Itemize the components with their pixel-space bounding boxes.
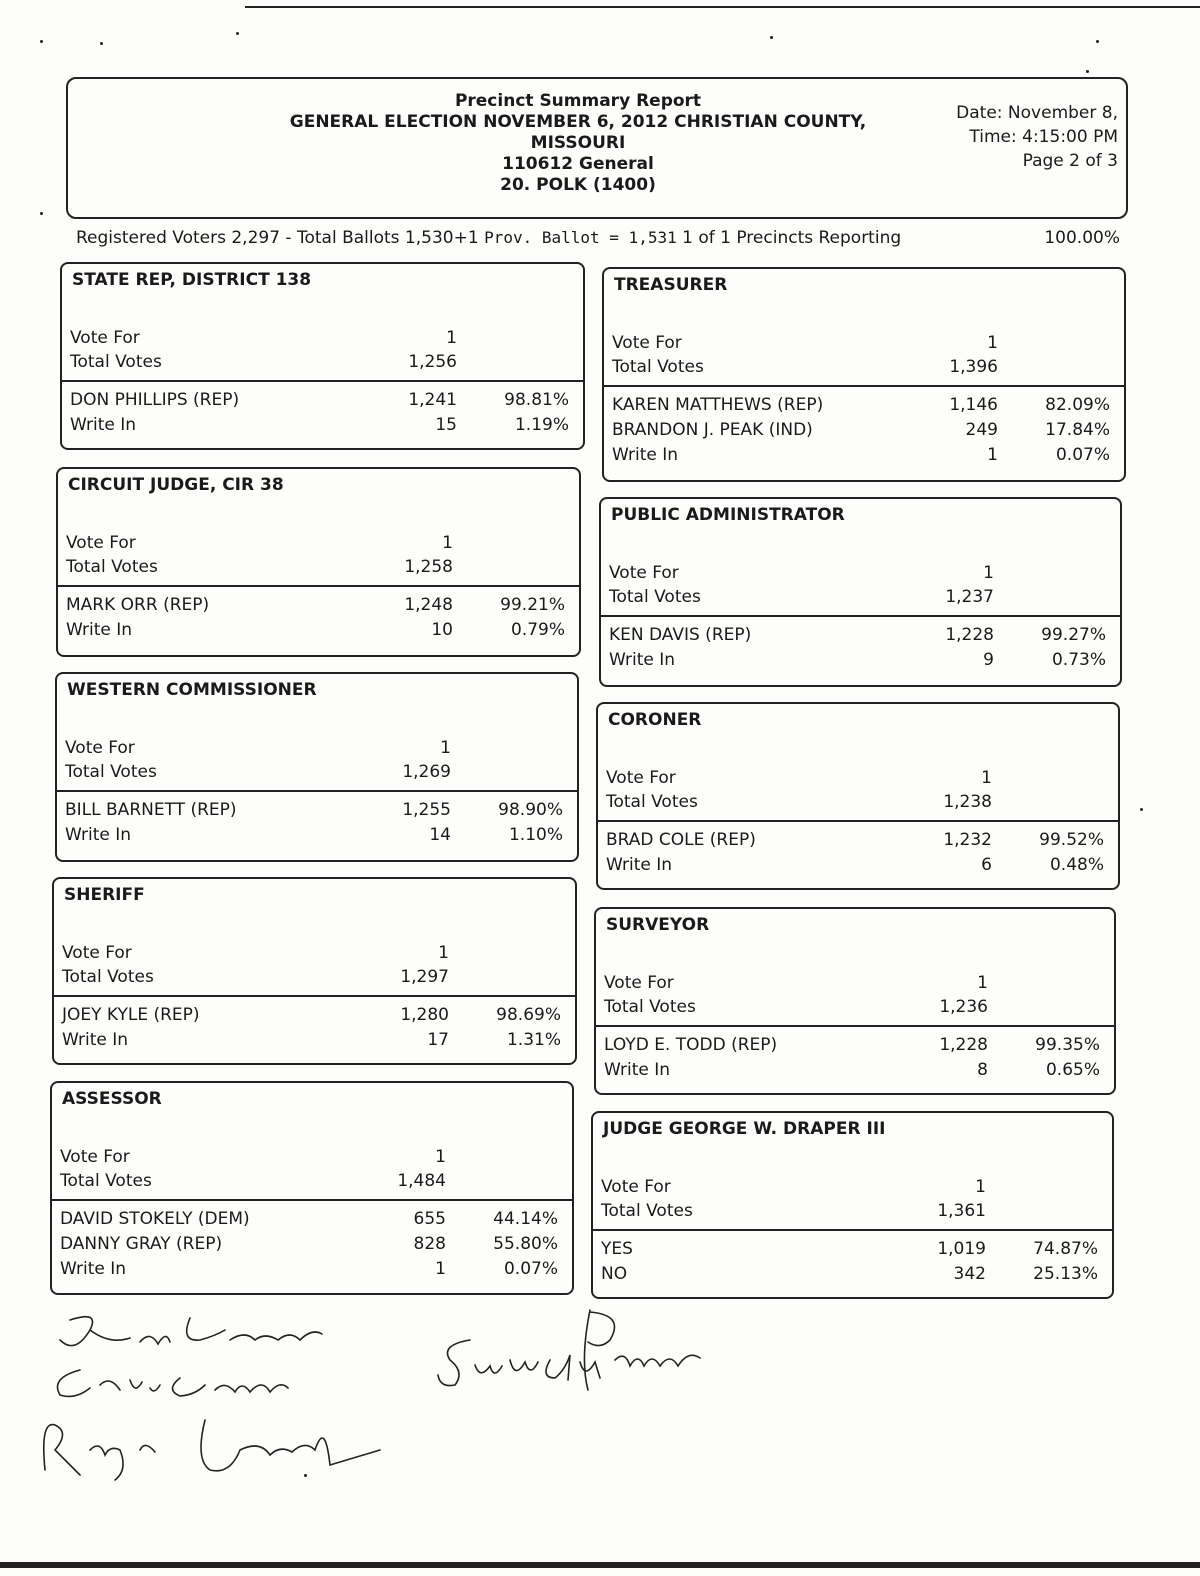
race-box-state-rep-district-138 xyxy=(60,262,585,450)
report-title-block xyxy=(238,91,918,196)
candidate-row xyxy=(612,445,1116,469)
candidate-row-votes: 6 xyxy=(981,855,992,875)
vote-for-row-votes: 1 xyxy=(981,768,992,788)
signature-carl-ewell xyxy=(58,1370,289,1396)
total-votes-row-label: Total Votes xyxy=(66,557,158,577)
race-title: CORONER xyxy=(608,710,702,730)
race-box-public-administrator xyxy=(599,497,1122,687)
candidate-row-votes: 342 xyxy=(953,1264,986,1284)
candidate-row-percent: 25.13% xyxy=(1033,1264,1098,1284)
total-votes-row-votes: 1,484 xyxy=(397,1171,446,1191)
candidate-row-votes: 1,228 xyxy=(939,1035,988,1055)
race-title: SURVEYOR xyxy=(606,915,710,935)
total-votes-row xyxy=(70,352,575,376)
vote-for-row-votes: 1 xyxy=(987,333,998,353)
signature-regina-hanwalt xyxy=(44,1420,380,1480)
vote-for-row-label: Vote For xyxy=(60,1147,130,1167)
race-title: SHERIFF xyxy=(64,885,145,905)
race-box-sheriff xyxy=(52,877,577,1065)
total-votes-row-votes: 1,396 xyxy=(949,357,998,377)
candidate-row-percent: 1.31% xyxy=(506,1030,561,1050)
candidate-row-percent: 74.87% xyxy=(1033,1239,1098,1259)
total-votes-row xyxy=(62,967,567,991)
candidate-row-label: Write In xyxy=(60,1259,127,1279)
candidate-row-label: DON PHILLIPS (REP) xyxy=(70,390,240,410)
candidate-row-label: Write In xyxy=(612,445,679,465)
race-box-circuit-judge-cir-38 xyxy=(56,467,581,657)
total-votes-row-label: Total Votes xyxy=(612,357,704,377)
candidate-row-percent: 0.79% xyxy=(510,620,565,640)
candidate-row xyxy=(70,415,575,439)
race-divider xyxy=(598,820,1118,822)
candidate-row-votes: 9 xyxy=(983,650,994,670)
candidate-row-label: BRAD COLE (REP) xyxy=(606,830,756,850)
race-title: PUBLIC ADMINISTRATOR xyxy=(611,505,845,525)
scan-bottom-edge-rule xyxy=(0,1562,1200,1568)
total-votes-row-label: Total Votes xyxy=(65,762,157,782)
summary-reporting-percent: 100.00% xyxy=(1044,228,1120,248)
vote-for-row-label: Vote For xyxy=(62,943,132,963)
candidate-row-votes: 1 xyxy=(987,445,998,465)
candidate-row-label: Write In xyxy=(604,1060,671,1080)
total-votes-row-votes: 1,256 xyxy=(408,352,457,372)
total-votes-row-votes: 1,238 xyxy=(943,792,992,812)
candidate-row-votes: 1,280 xyxy=(400,1005,449,1025)
candidate-row xyxy=(604,1060,1106,1084)
total-votes-row-label: Total Votes xyxy=(606,792,698,812)
vote-for-row xyxy=(60,1147,564,1171)
vote-for-row-label: Vote For xyxy=(604,973,674,993)
election-name-line1: GENERAL ELECTION NOVEMBER 6, 2012 CHRISTIAN COUNTY, xyxy=(289,112,867,132)
vote-for-row xyxy=(612,333,1116,357)
candidate-row-percent: 98.81% xyxy=(504,390,569,410)
candidate-row-label: KAREN MATTHEWS (REP) xyxy=(612,395,824,415)
vote-for-row-label: Vote For xyxy=(612,333,682,353)
scan-top-edge-rule xyxy=(245,6,1200,8)
race-divider xyxy=(596,1025,1114,1027)
election-code: 110612 General xyxy=(502,154,654,174)
candidate-row xyxy=(60,1259,564,1283)
race-divider xyxy=(58,585,579,587)
race-divider xyxy=(62,380,583,382)
candidate-row-label: DAVID STOKELY (DEM) xyxy=(60,1209,250,1229)
candidate-row-votes: 8 xyxy=(977,1060,988,1080)
candidate-row-percent: 1.10% xyxy=(508,825,563,845)
vote-for-row xyxy=(65,738,569,762)
candidate-row xyxy=(66,620,571,644)
candidate-row xyxy=(606,855,1110,879)
vote-for-row-votes: 1 xyxy=(446,328,457,348)
race-box-treasurer xyxy=(602,267,1126,482)
vote-for-row xyxy=(70,328,575,352)
vote-for-row-label: Vote For xyxy=(609,563,679,583)
candidate-row-votes: 1,019 xyxy=(937,1239,986,1259)
total-votes-row-label: Total Votes xyxy=(609,587,701,607)
candidate-row-votes: 1,232 xyxy=(943,830,992,850)
candidate-row-percent: 0.07% xyxy=(503,1259,558,1279)
candidate-row-percent: 99.52% xyxy=(1039,830,1104,850)
candidate-row-percent: 55.80% xyxy=(493,1234,558,1254)
candidate-row-label: Write In xyxy=(609,650,676,670)
candidate-row-label: JOEY KYLE (REP) xyxy=(62,1005,200,1025)
race-box-judge-george-w-draper-iii xyxy=(591,1111,1114,1299)
race-title: ASSESSOR xyxy=(62,1089,162,1109)
race-box-assessor xyxy=(50,1081,574,1295)
race-divider xyxy=(601,615,1120,617)
candidate-row-votes: 1,228 xyxy=(945,625,994,645)
vote-for-row xyxy=(606,768,1110,792)
vote-for-row xyxy=(601,1177,1104,1201)
race-title: STATE REP, DISTRICT 138 xyxy=(72,270,312,290)
candidate-row-percent: 17.84% xyxy=(1045,420,1110,440)
vote-for-row-label: Vote For xyxy=(601,1177,671,1197)
vote-for-row xyxy=(62,943,567,967)
vote-for-row-votes: 1 xyxy=(438,943,449,963)
total-votes-row-label: Total Votes xyxy=(60,1171,152,1191)
signature-susan-rowe xyxy=(430,1300,720,1400)
candidate-row xyxy=(62,1030,567,1054)
summary-registered-ballots: Registered Voters 2,297 - Total Ballots 1,530+1 xyxy=(76,228,479,248)
total-votes-row-label: Total Votes xyxy=(62,967,154,987)
total-votes-row-votes: 1,269 xyxy=(402,762,451,782)
scan-speck xyxy=(1140,808,1143,811)
election-name-line2: MISSOURI xyxy=(530,133,626,153)
race-title: JUDGE GEORGE W. DRAPER III xyxy=(603,1119,886,1139)
vote-for-row-label: Vote For xyxy=(606,768,676,788)
total-votes-row xyxy=(606,792,1110,816)
total-votes-row-votes: 1,258 xyxy=(404,557,453,577)
scan-speck xyxy=(40,212,43,215)
report-title: Precinct Summary Report xyxy=(454,91,702,111)
candidate-row-votes: 1 xyxy=(435,1259,446,1279)
candidate-row-label: Write In xyxy=(62,1030,129,1050)
candidate-row-label: BRANDON J. PEAK (IND) xyxy=(612,420,813,440)
candidate-row xyxy=(60,1234,564,1258)
race-divider xyxy=(52,1199,572,1201)
vote-for-row-votes: 1 xyxy=(440,738,451,758)
vote-for-row xyxy=(609,563,1112,587)
candidate-row-label: Write In xyxy=(66,620,133,640)
signature-group-left xyxy=(30,1300,390,1490)
candidate-row-percent: 1.19% xyxy=(514,415,569,435)
candidate-row xyxy=(62,1005,567,1029)
total-votes-row xyxy=(612,357,1116,381)
candidate-row-label: Write In xyxy=(606,855,673,875)
precinct-name: 20. POLK (1400) xyxy=(500,175,656,195)
candidate-row xyxy=(612,420,1116,444)
page-number: Page 2 of 3 xyxy=(1022,151,1118,171)
report-time: Time: 4:15:00 PM xyxy=(969,127,1118,147)
candidate-row-percent: 99.21% xyxy=(500,595,565,615)
total-votes-row-label: Total Votes xyxy=(604,997,696,1017)
total-votes-row-votes: 1,297 xyxy=(400,967,449,987)
candidate-row xyxy=(609,650,1112,674)
ballot-summary xyxy=(76,228,1120,248)
candidate-row-percent: 82.09% xyxy=(1045,395,1110,415)
candidate-row-percent: 99.35% xyxy=(1035,1035,1100,1055)
candidate-row-votes: 1,146 xyxy=(949,395,998,415)
candidate-row-label: MARK ORR (REP) xyxy=(66,595,210,615)
candidate-row xyxy=(66,595,571,619)
candidate-row-label: KEN DAVIS (REP) xyxy=(609,625,752,645)
candidate-row-votes: 1,241 xyxy=(408,390,457,410)
candidate-row-votes: 249 xyxy=(965,420,998,440)
total-votes-row-label: Total Votes xyxy=(601,1201,693,1221)
candidate-row-percent: 0.48% xyxy=(1049,855,1104,875)
vote-for-row xyxy=(604,973,1106,997)
candidate-row-percent: 98.90% xyxy=(498,800,563,820)
candidate-row xyxy=(604,1035,1106,1059)
scan-speck xyxy=(40,40,43,43)
race-title: TREASURER xyxy=(614,275,728,295)
vote-for-row xyxy=(66,533,571,557)
scan-speck xyxy=(1096,40,1099,43)
candidate-row-percent: 99.27% xyxy=(1041,625,1106,645)
candidate-row xyxy=(606,830,1110,854)
candidate-row-votes: 1,248 xyxy=(404,595,453,615)
vote-for-row-label: Vote For xyxy=(66,533,136,553)
candidate-row-votes: 1,255 xyxy=(402,800,451,820)
candidate-row-percent: 98.69% xyxy=(496,1005,561,1025)
total-votes-row-label: Total Votes xyxy=(70,352,162,372)
report-meta xyxy=(956,101,1118,173)
total-votes-row xyxy=(60,1171,564,1195)
vote-for-row-votes: 1 xyxy=(977,973,988,993)
vote-for-row-votes: 1 xyxy=(983,563,994,583)
candidate-row-votes: 655 xyxy=(413,1209,446,1229)
total-votes-row xyxy=(604,997,1106,1021)
candidate-row-label: Write In xyxy=(70,415,137,435)
race-divider xyxy=(54,995,575,997)
candidate-row-label: BILL BARNETT (REP) xyxy=(65,800,237,820)
candidate-row-percent: 0.65% xyxy=(1045,1060,1100,1080)
vote-for-row-label: Vote For xyxy=(65,738,135,758)
candidate-row-percent: 0.73% xyxy=(1051,650,1106,670)
total-votes-row-votes: 1,237 xyxy=(945,587,994,607)
candidate-row xyxy=(609,625,1112,649)
candidate-row-label: DANNY GRAY (REP) xyxy=(60,1234,223,1254)
candidate-row-percent: 44.14% xyxy=(493,1209,558,1229)
report-date: Date: November 8, xyxy=(956,103,1118,123)
candidate-row-votes: 14 xyxy=(429,825,451,845)
vote-for-row-votes: 1 xyxy=(435,1147,446,1167)
total-votes-row xyxy=(65,762,569,786)
candidate-row xyxy=(601,1239,1104,1263)
total-votes-row-votes: 1,361 xyxy=(937,1201,986,1221)
candidate-row-label: NO xyxy=(601,1264,628,1284)
report-header xyxy=(66,77,1128,219)
candidate-row-label: Write In xyxy=(65,825,132,845)
total-votes-row xyxy=(601,1201,1104,1225)
race-divider xyxy=(57,790,577,792)
race-box-coroner xyxy=(596,702,1120,890)
candidate-row-votes: 15 xyxy=(435,415,457,435)
race-divider xyxy=(593,1229,1112,1231)
vote-for-row-votes: 1 xyxy=(975,1177,986,1197)
summary-precincts-reporting: 1 of 1 Precincts Reporting xyxy=(682,228,902,248)
candidate-row-votes: 828 xyxy=(413,1234,446,1254)
vote-for-row-label: Vote For xyxy=(70,328,140,348)
candidate-row-percent: 0.07% xyxy=(1055,445,1110,465)
candidate-row xyxy=(65,825,569,849)
scan-speck xyxy=(770,36,773,39)
signature-jon-russell xyxy=(60,1317,322,1346)
race-title: WESTERN COMMISSIONER xyxy=(67,680,317,700)
summary-prov-ballot: Prov. Ballot = 1,531 xyxy=(484,228,677,247)
candidate-row xyxy=(65,800,569,824)
scan-speck xyxy=(1086,70,1089,73)
race-box-surveyor xyxy=(594,907,1116,1095)
candidate-row xyxy=(70,390,575,414)
candidate-row-votes: 17 xyxy=(427,1030,449,1050)
vote-for-row-votes: 1 xyxy=(442,533,453,553)
candidate-row-votes: 10 xyxy=(431,620,453,640)
total-votes-row-votes: 1,236 xyxy=(939,997,988,1017)
candidate-row-label: LOYD E. TODD (REP) xyxy=(604,1035,778,1055)
candidate-row-label: YES xyxy=(601,1239,633,1259)
scan-speck xyxy=(236,32,239,35)
candidate-row xyxy=(601,1264,1104,1288)
race-title: CIRCUIT JUDGE, CIR 38 xyxy=(68,475,284,495)
candidate-row xyxy=(612,395,1116,419)
total-votes-row xyxy=(66,557,571,581)
race-divider xyxy=(604,385,1124,387)
total-votes-row xyxy=(609,587,1112,611)
race-box-western-commissioner xyxy=(55,672,579,862)
scan-speck xyxy=(100,42,103,45)
candidate-row xyxy=(60,1209,564,1233)
